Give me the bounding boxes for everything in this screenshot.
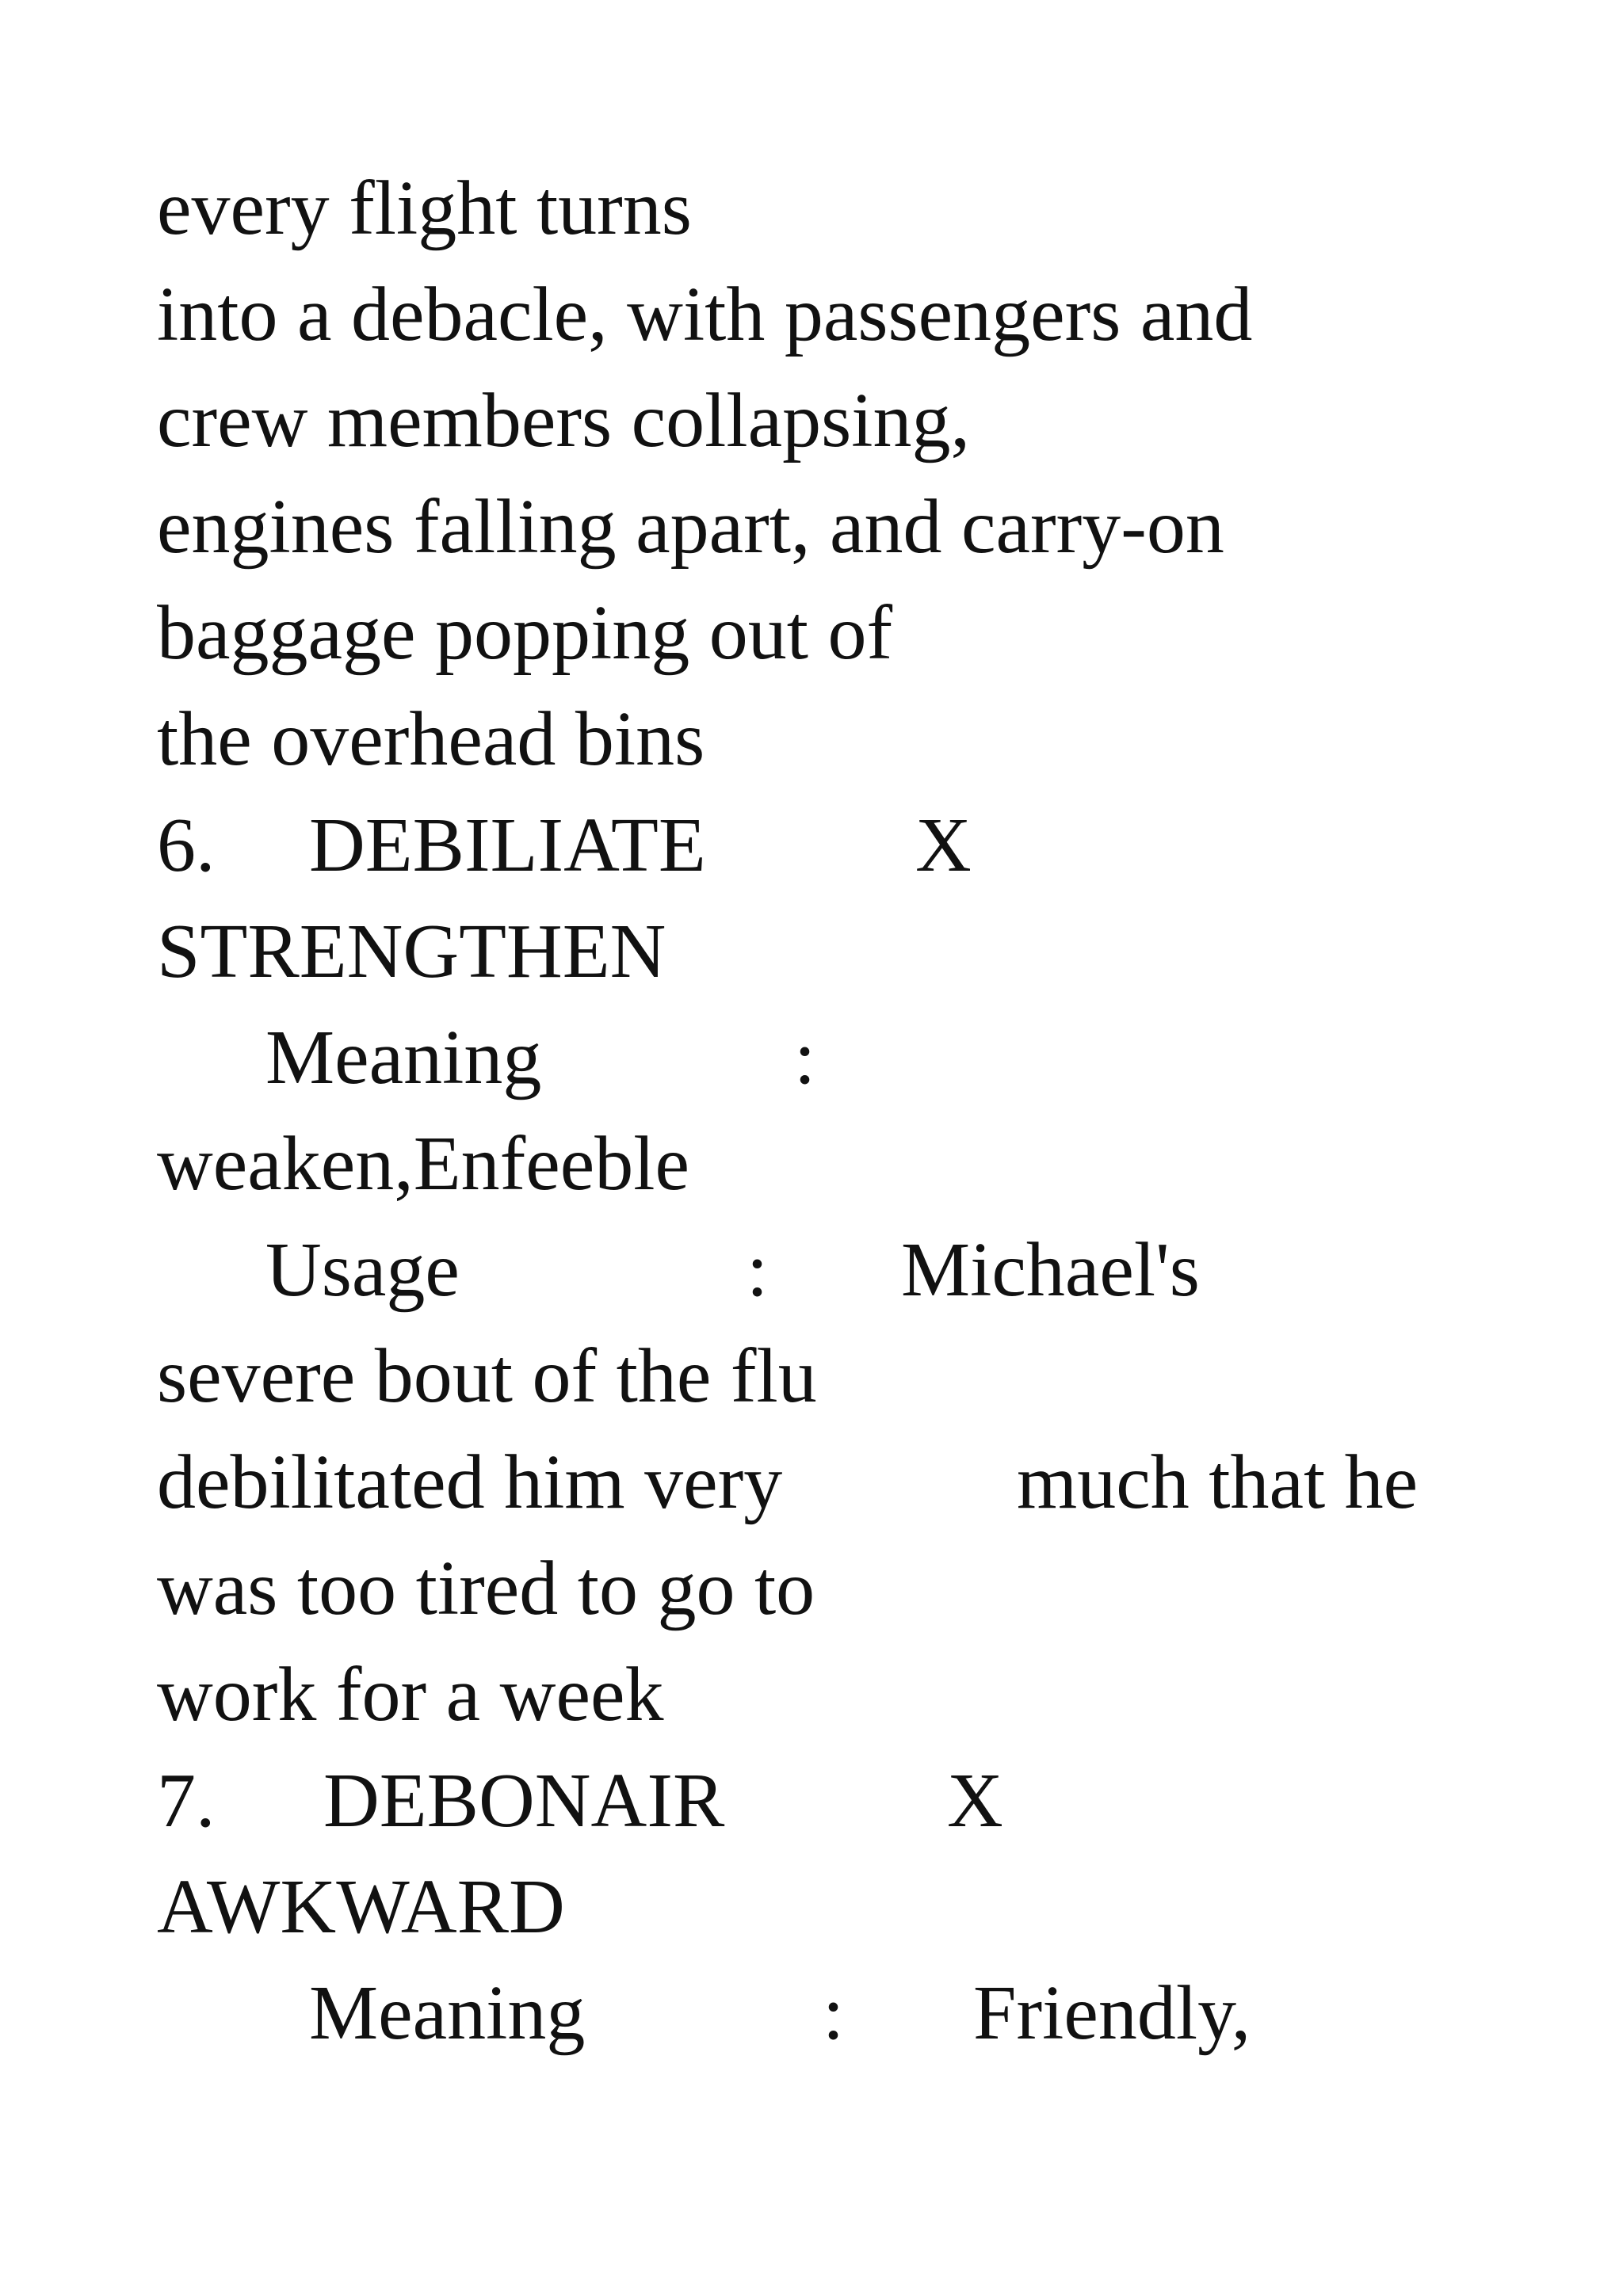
meaning-label: Meaning <box>309 1970 586 2056</box>
entry-antonym: AWKWARD <box>157 1864 565 1950</box>
meaning-colon: : <box>823 1970 845 2056</box>
usage-text: much that he <box>1017 1440 1419 1525</box>
meaning-text: weaken,Enfeeble <box>157 1121 689 1207</box>
antonym-separator: X <box>915 803 972 888</box>
entry-word: DEBONAIR <box>323 1758 725 1844</box>
text-line: into a debacle, with passengers and <box>157 272 1253 357</box>
usage-colon: : <box>747 1227 769 1313</box>
meaning-label: Meaning <box>265 1015 542 1100</box>
text-line: engines falling apart, and carry-on <box>157 484 1224 570</box>
usage-text: severe bout of the flu <box>157 1333 817 1419</box>
usage-text: was too tired to go to <box>157 1546 815 1631</box>
text-line: crew members collapsing, <box>157 378 970 463</box>
meaning-colon: : <box>794 1015 816 1100</box>
usage-text: debilitated him very <box>157 1440 783 1525</box>
text-line: baggage popping out of <box>157 590 893 676</box>
entry-number: 7. <box>157 1758 216 1844</box>
usage-text: Michael's <box>901 1227 1200 1313</box>
usage-label: Usage <box>265 1227 460 1313</box>
usage-text: work for a week <box>157 1652 664 1737</box>
meaning-text: Friendly, <box>973 1970 1251 2056</box>
antonym-separator: X <box>947 1758 1003 1844</box>
entry-word: DEBILIATE <box>309 803 706 888</box>
text-line: every flight turns <box>157 166 692 251</box>
entry-antonym: STRENGTHEN <box>157 909 666 994</box>
text-line: the overhead bins <box>157 696 705 782</box>
entry-number: 6. <box>157 803 216 888</box>
